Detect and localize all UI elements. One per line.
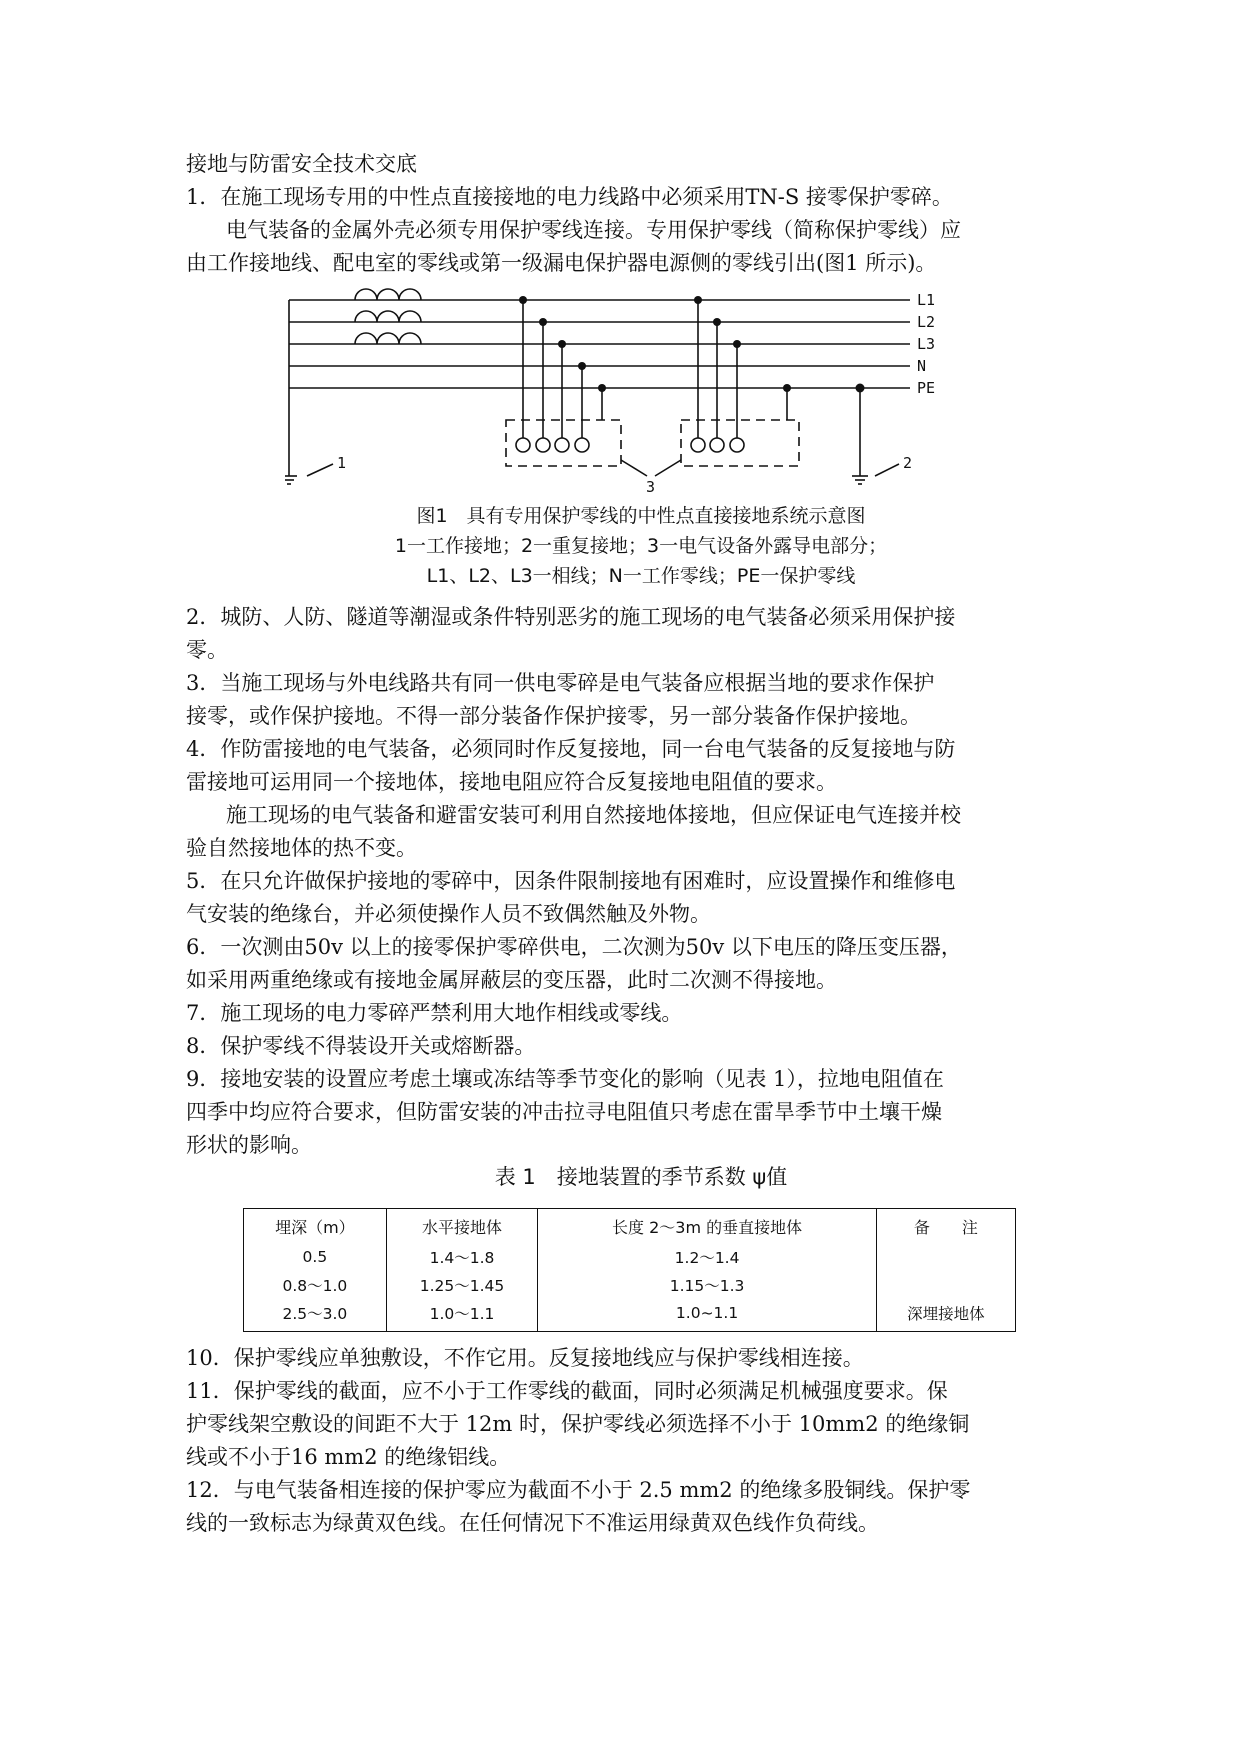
table-row (244, 1271, 1016, 1299)
paragraph-line: 2．城防、人防、隧道等潮湿或条件特别恶劣的施工现场的电气装备必须采用保护接 (186, 605, 956, 629)
callout-1: 1 (337, 454, 347, 472)
figure-caption-legend-1: 1一工作接地；2一重复接地；3一电气设备外露导电部分； (394, 535, 888, 557)
phase-label-l2: L2 (917, 313, 936, 331)
table-cell: 1.2～1.4 (538, 1243, 877, 1271)
terminal-circle (575, 438, 589, 452)
paragraph-line: 雷接地可运用同一个接地体，接地电阻应符合反复接地电阻值的要求。 (186, 770, 837, 794)
figure-caption-legend-2: L1、L2、L3一相线；N一工作零线；PE一保护零线 (426, 565, 856, 587)
table-header-cell: 备 注 (876, 1209, 1015, 1244)
phase-label-l1: L1 (917, 291, 936, 309)
paragraph-line: 线的一致标志为绿黄双色线。在任何情况下不准运用绿黄双色线作负荷线。 (186, 1511, 879, 1535)
table-cell: 0.8～1.0 (244, 1271, 387, 1299)
paragraph-line: 10．保护零线应单独敷设，不作它用。反复接地线应与保护零线相连接。 (186, 1346, 864, 1370)
paragraph-line: 3．当施工现场与外电线路共有同一供电零碎是电气装备应根据当地的要求作保护 (186, 671, 935, 695)
table-header-row (244, 1209, 1016, 1244)
paragraph-line: 气安装的绝缘台，并必须使操作人员不致偶然触及外物。 (186, 902, 711, 926)
paragraph-line: 11．保护零线的截面，应不小于工作零线的截面，同时必须满足机械强度要求。保 (186, 1379, 948, 1403)
paragraph-line: 1．在施工现场专用的中性点直接接地的电力线路中必须采用TN-S 接零保护零碎。 (186, 185, 953, 209)
table-header-cell: 埋深（m） (244, 1209, 387, 1244)
paragraph-line: 接零，或作保护接地。不得一部分装备作保护接零，另一部分装备作保护接地。 (186, 704, 921, 728)
paragraph-line: 8．保护零线不得装设开关或熔断器。 (186, 1034, 536, 1058)
table-cell: 深埋接地体 (876, 1299, 1015, 1332)
paragraph-line: 施工现场的电气装备和避雷安装可利用自然接地体接地，但应保证电气连接并校 (226, 803, 961, 827)
document-title: 接地与防雷安全技术交底 (186, 152, 417, 176)
table-cell (876, 1271, 1015, 1299)
paragraph-line: 形状的影响。 (186, 1133, 312, 1157)
table-cell: 1.4～1.8 (386, 1243, 538, 1271)
callout-leader (875, 464, 899, 476)
table-cell: 0.5 (244, 1243, 387, 1271)
paragraph-line: 如采用两重绝缘或有接地金属屏蔽层的变压器，此时二次测不得接地。 (186, 968, 837, 992)
paragraph-line: 护零线架空敷设的间距不大于 12m 时，保护零线必须选择不小于 10mm2 的绝缘铜 (186, 1412, 970, 1436)
paragraph-line: 7．施工现场的电力零碎严禁利用大地作相线或零线。 (186, 1001, 683, 1025)
table-header-cell: 水平接地体 (386, 1209, 538, 1244)
transformer-coil-icon (355, 289, 421, 300)
figure-caption-title: 图1 具有专用保护零线的中性点直接接地系统示意图 (416, 505, 866, 527)
table-cell: 2.5～3.0 (244, 1299, 387, 1332)
seasonal-coefficient-table (243, 1208, 1016, 1332)
paragraph-line: 12．与电气装备相连接的保护零应为截面不小于 2.5 mm2 的绝缘多股铜线。保护零 (186, 1478, 971, 1502)
paragraph-line: 4．作防雷接地的电气装备，必须同时作反复接地，同一台电气装备的反复接地与防 (186, 737, 956, 761)
table-row (244, 1299, 1016, 1332)
paragraph-line: 线或不小于16 mm2 的绝缘铝线。 (186, 1445, 511, 1469)
table-row (244, 1243, 1016, 1271)
terminal-circle (555, 438, 569, 452)
paragraph-line: 6．一次测由50v 以上的接零保护零碎供电，二次测为50v 以下电压的降压变压器， (186, 935, 962, 959)
transformer-coil-icon (355, 333, 421, 344)
paragraph-line: 电气装备的金属外壳必须专用保护零线连接。专用保护零线（简称保护零线）应 (226, 218, 961, 242)
paragraph-line: 四季中均应符合要求，但防雷安装的冲击拉寻电阻值只考虑在雷旱季节中土壤干燥 (186, 1100, 942, 1124)
paragraph-line: 零。 (186, 638, 228, 662)
table-title: 表 1 接地装置的季节系数 ψ值 (494, 1165, 788, 1189)
terminal-circle (710, 438, 724, 452)
callout-leader (307, 464, 333, 476)
paragraph-line: 5．在只允许做保护接地的零碎中，因条件限制接地有困难时，应设置操作和维修电 (186, 869, 956, 893)
phase-label-l3: L3 (917, 335, 936, 353)
phase-label-pe: PE (917, 379, 936, 397)
paragraph-line: 由工作接地线、配电室的零线或第一级漏电保护器电源侧的零线引出(图1 所示)。 (186, 251, 937, 275)
table-cell: 1.25～1.45 (386, 1271, 538, 1299)
table-header-cell: 长度 2～3m 的垂直接地体 (538, 1209, 877, 1244)
callout-3: 3 (646, 478, 656, 496)
callout-2: 2 (903, 454, 913, 472)
terminal-circle (536, 438, 550, 452)
table-cell: 1.0～1.1 (386, 1299, 538, 1332)
tn-s-system-diagram (285, 288, 955, 496)
terminal-circle (691, 438, 705, 452)
terminal-circle (730, 438, 744, 452)
paragraph-line: 验自然接地体的热不变。 (186, 836, 417, 860)
terminal-circle (516, 438, 530, 452)
table-cell: 1.15～1.3 (538, 1271, 877, 1299)
table-cell: 1.0~1.1 (538, 1299, 877, 1332)
transformer-coil-icon (355, 311, 421, 322)
table-cell (876, 1243, 1015, 1271)
paragraph-line: 9．接地安装的设置应考虑土壤或冻结等季节变化的影响（见表 1），拉地电阻值在 (186, 1067, 944, 1091)
phase-label-n: N (917, 357, 927, 375)
